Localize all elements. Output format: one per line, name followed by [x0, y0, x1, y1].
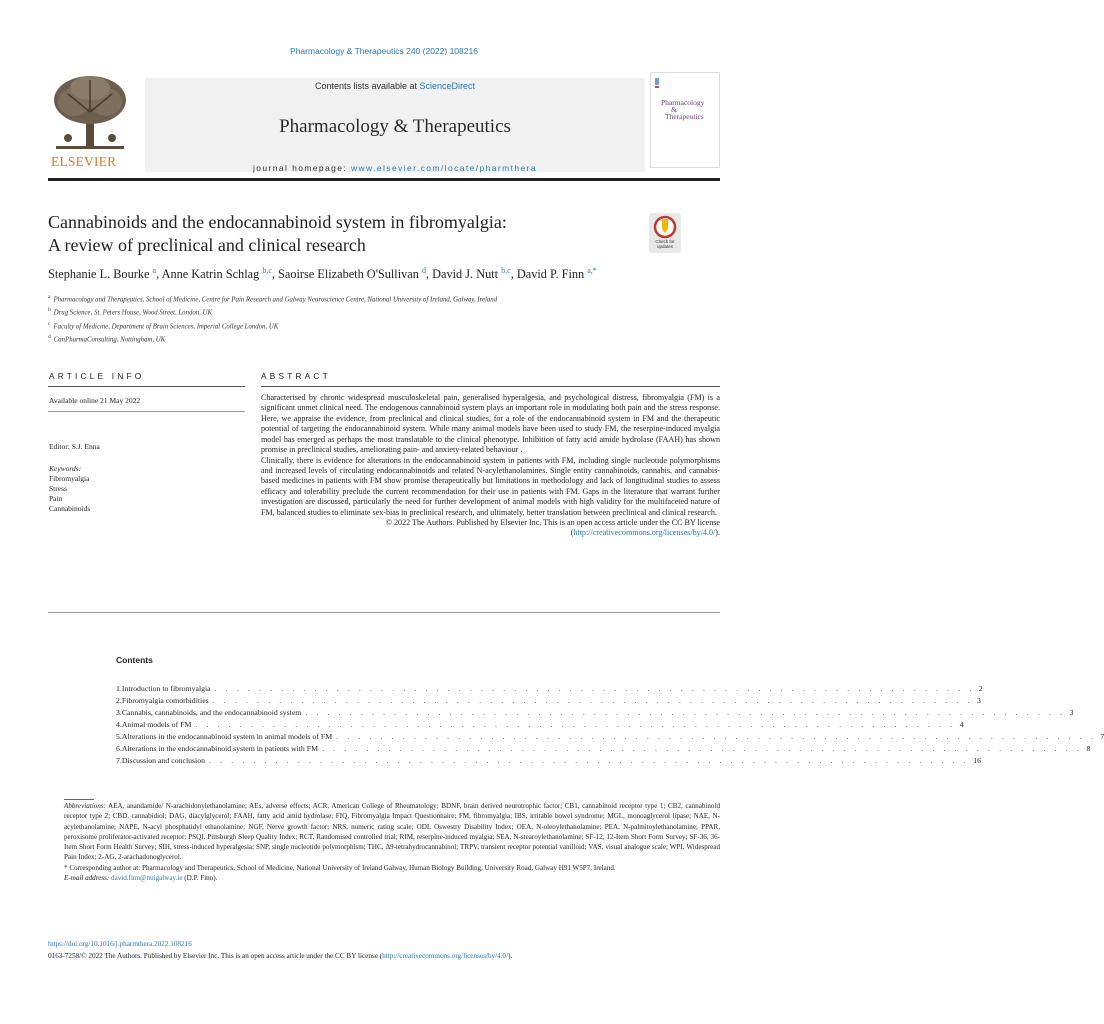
- toc-number: 2.: [116, 696, 122, 705]
- keyword-item: Stress: [49, 484, 67, 493]
- tree-icon: [48, 72, 132, 154]
- svg-text:Check for: Check for: [655, 239, 675, 244]
- toc-leader: . . . . . . . . . . . . . . . . . . . . . . . . . . . . . . . . . . . . . . . . . . . . . . . . . . . . . . . . . . . . . . . . . . . . .: [212, 696, 973, 705]
- toc-page: 4: [959, 720, 964, 729]
- toc-label: Fibromyalgia comorbidities: [121, 696, 209, 705]
- keywords-label: Keywords:: [49, 464, 82, 473]
- affiliation-item: [48, 332, 720, 345]
- toc-page: 3: [976, 696, 981, 705]
- toc-item[interactable]: [116, 719, 964, 731]
- toc-label: Animal models of FM: [121, 720, 192, 729]
- license-link[interactable]: http://creativecommons.org/licenses/by/4.0/: [573, 528, 716, 538]
- toc-leader: . . . . . . . . . . . . . . . . . . . . . . . . . . . . . . . . . . . . . . . . . . . . . . . . . . . . . . . . . . . . . . . . . . . . .: [195, 720, 956, 729]
- author-name[interactable]: David P. Finn: [516, 267, 585, 282]
- toc-item[interactable]: [116, 695, 981, 707]
- email-suffix: (D.P. Finn).: [182, 874, 218, 883]
- journal-header: [48, 68, 720, 176]
- toc-page: 16: [973, 756, 982, 765]
- affiliation-mark: a: [48, 294, 51, 300]
- author-affil-mark[interactable]: b,c: [501, 266, 511, 275]
- toc-leader: . . . . . . . . . . . . . . . . . . . . . . . . . . . . . . . . . . . . . . . . . . . . . . . . . . . . . . . . . . . . . . . . . . . . .: [214, 684, 975, 693]
- author-name[interactable]: Saoirse Elizabeth O'Sullivan: [278, 267, 419, 282]
- toc-number: 3.: [116, 708, 122, 717]
- email-footnote: [48, 873, 720, 883]
- article-info-subdivider: [48, 411, 245, 412]
- copyright-end: ).: [715, 528, 720, 538]
- cover-title: [661, 99, 704, 120]
- cover-title-line: Therapeutics: [665, 112, 704, 121]
- author-name[interactable]: Anne Katrin Schlag: [161, 267, 260, 282]
- issn-end: ).: [508, 952, 513, 960]
- issn-line: [48, 952, 720, 960]
- contents-prefix: Contents lists available at: [314, 81, 420, 91]
- abbreviations-label: Abbreviations:: [64, 802, 106, 810]
- abstract-bottom-divider: [48, 612, 720, 613]
- toc-leader: . . . . . . . . . . . . . . . . . . . . . . . . . . . . . . . . . . . . . . . . . . . . . . . . . . . . . . . . . . . . . . . . . . . . .: [336, 732, 1097, 741]
- affiliation-mark: d: [48, 333, 51, 340]
- corresponding-author-footnote: [48, 863, 720, 873]
- toc-item[interactable]: [116, 743, 1091, 755]
- article-title: [48, 211, 608, 257]
- toc-label: Cannabis, cannabinoids, and the endocannabinoid system: [121, 708, 302, 717]
- toc-page: 3: [1069, 708, 1074, 717]
- table-of-contents: [116, 683, 1104, 767]
- author-name[interactable]: Stephanie L. Bourke: [48, 267, 150, 282]
- toc-label: Discussion and conclusion: [121, 756, 206, 765]
- editor-line: Editor: S.J. Enna: [49, 442, 100, 451]
- doi-link[interactable]: https://doi.org/10.1016/j.pharmthera.2022.108216: [48, 940, 192, 948]
- toc-label: Alterations in the endocannabinoid system in patients with FM: [121, 744, 319, 753]
- corresponding-text: Corresponding author at: Pharmacology and Therapeutics, School of Medicine, National University of Ireland Galway, Human Biology Building, University Road, Galway H91 W5P7, Ireland.: [69, 863, 616, 872]
- journal-title: Pharmacology & Therapeutics: [279, 116, 511, 137]
- affiliation-text: CanPharmaConsulting, Nottingham, UK: [53, 336, 166, 344]
- keywords-block: [49, 464, 245, 514]
- toc-page: 8: [1086, 744, 1091, 753]
- toc-label: Introduction to fibromyalgia: [121, 684, 211, 693]
- affiliation-mark: b: [48, 307, 51, 314]
- toc-number: 6.: [116, 744, 122, 753]
- toc-page: 7: [1100, 732, 1104, 741]
- journal-banner: [145, 78, 645, 172]
- email-label: E-mail address:: [64, 874, 110, 883]
- toc-number: 7.: [116, 756, 122, 765]
- header-divider: [48, 178, 720, 181]
- copyright-text: © 2022 The Authors. Published by Elsevier Inc. This is an open access article under the CC BY license (: [385, 518, 720, 538]
- toc-item[interactable]: [116, 707, 1074, 719]
- author-affil-mark[interactable]: b,c: [262, 266, 272, 275]
- keyword-item: Pain: [49, 494, 63, 503]
- issn-text: 0163-7258/© 2022 The Authors. Published by Elsevier Inc. This is an open access article under the CC BY license (: [48, 952, 383, 960]
- svg-text:updates: updates: [656, 244, 674, 249]
- elsevier-logo[interactable]: [48, 72, 132, 172]
- available-online-date: Available online 21 May 2022: [49, 396, 141, 405]
- author-list: Stephanie L. Bourke $^a$, Anne Katrin Schlag $^{b,c}$, Saoirse Elizabeth O'Sullivan $^d$, David J. Nutt $^{b,c}$, David P. Finn $^{a,*}$: [48, 266, 597, 282]
- cover-title-line: &: [671, 105, 677, 114]
- toc-number: 5.: [116, 732, 122, 741]
- homepage-prefix: journal homepage:: [252, 163, 351, 173]
- contents-availability: [145, 81, 645, 91]
- abstract-divider: [261, 386, 720, 387]
- article-title-line: Cannabinoids and the endocannabinoid system in fibromyalgia:: [48, 212, 507, 232]
- footnote-divider: [64, 799, 94, 800]
- abstract-paragraph: Characterised by chronic widespread musculoskeletal pain, generalised hyperalgesia, and psychological distress, fibromyalgia (FM) is a significant unmet clinical need. The endogenous cannabinoid system plays an important role in modulating both pain and the stress response. Here, we appraise the evidence, from preclinical and clinical studies, for a role of the endocannabinoid system in FM and the therapeutic potential of targeting the endocannabinoid system. While many animal models have been used to study FM, the reserpine-induced myalgia model has emerged as perhaps the most translatable to the clinical phenotype. Inhibition of fatty acid amide hydrolase (FAAH) has shown promise in preclinical studies, ameliorating pain- and anxiety-related behaviour .: [261, 393, 720, 455]
- cover-logo-icon: [651, 73, 719, 93]
- affiliation-list: [48, 292, 720, 345]
- toc-item[interactable]: [116, 755, 982, 767]
- elsevier-wordmark: ELSEVIER: [51, 154, 117, 169]
- keyword-item: Fibromyalgia: [49, 474, 90, 483]
- affiliation-text: Drug Science, St. Peters House, Wood Street, London, UK: [53, 309, 213, 317]
- toc-leader: . . . . . . . . . . . . . . . . . . . . . . . . . . . . . . . . . . . . . . . . . . . . . . . . . . . . . . . . . . . . . . . . . . . . .: [209, 756, 970, 765]
- abstract-copyright: [261, 518, 720, 539]
- issn-license-link[interactable]: http://creativecommons.org/licenses/by/4.0/: [382, 952, 509, 960]
- affiliation-item: [48, 319, 720, 332]
- footnotes: [48, 801, 720, 883]
- sciencedirect-link[interactable]: ScienceDirect: [419, 81, 476, 91]
- article-title-line: A review of preclinical and clinical research: [48, 235, 366, 255]
- affiliation-text: Faculty of Medicine, Department of Brain Sciences, Imperial College London, UK: [53, 322, 279, 330]
- toc-leader: . . . . . . . . . . . . . . . . . . . . . . . . . . . . . . . . . . . . . . . . . . . . . . . . . . . . . . . . . . . . . . . . . . . . .: [305, 708, 1066, 717]
- article-info-heading: ARTICLE INFO: [49, 371, 145, 381]
- cover-title-line: Pharmacology: [661, 98, 705, 107]
- author-name[interactable]: David J. Nutt: [432, 267, 499, 282]
- asterisk-mark: *: [64, 863, 70, 872]
- affiliation-mark: c: [48, 320, 51, 327]
- abstract-paragraph: Clinically, there is evidence for alterations in the endocannabinoid system in patients with FM, including single nucleotide polymorphisms and increased levels of circulating endocannabinoids and related N-acylethanolamines. Single entity cannabinoids, cannabis, and cannabis-based medicines in patients with FM show promise therapeutically but limitations in methodology and lack of longitudinal studies to assess efficacy and tolerability preclude the current recommendation for their use in patients with FM. Gaps in the literature that warrant further investigation are discussed, particularly the need for further development of animal models with high validity for the multifaceted nature of FM, balanced studies to eliminate sex-bias in preclinical research, and ultimately, better translation between preclinical and clinical research.: [261, 455, 720, 517]
- journal-cover-thumbnail[interactable]: [650, 72, 720, 168]
- email-link[interactable]: david.finn@nuigalway.ie: [111, 874, 183, 883]
- toc-number: 4.: [116, 720, 122, 729]
- affiliation-item: [48, 292, 720, 305]
- contents-heading: Contents: [116, 655, 153, 665]
- toc-number: 1.: [116, 684, 122, 693]
- author-affil-mark[interactable]: a,*: [587, 266, 597, 275]
- article-info-divider: [48, 386, 245, 387]
- toc-item[interactable]: [116, 683, 983, 695]
- abstract-heading: ABSTRACT: [261, 371, 331, 381]
- crossmark-icon: [645, 213, 685, 253]
- author-affil-mark[interactable]: d: [421, 266, 426, 275]
- keyword-item: Cannabinoids: [49, 504, 91, 513]
- affiliation-item: [48, 305, 720, 318]
- homepage-link[interactable]: www.elsevier.com/locate/pharmthera: [350, 163, 537, 173]
- abstract-body: [261, 393, 720, 539]
- abbreviations-footnote: [48, 801, 720, 863]
- check-for-updates-badge[interactable]: [645, 213, 685, 253]
- toc-label: Alterations in the endocannabinoid system in animal models of FM: [121, 732, 333, 741]
- toc-item[interactable]: [116, 731, 1104, 743]
- toc-leader: . . . . . . . . . . . . . . . . . . . . . . . . . . . . . . . . . . . . . . . . . . . . . . . . . . . . . . . . . . . . . . . . . . . . .: [322, 744, 1083, 753]
- author-affil-mark[interactable]: a: [152, 266, 157, 275]
- affiliation-text: Pharmacology and Therapeutics, School of Medicine, Centre for Pain Research and Galway Neuroscience Centre, National University of Ireland, Galway, Ireland: [53, 296, 498, 304]
- abbreviations-text: AEA, anandamide/ N-arachidonylethanolamine; AEs, adverse effects; ACR, American College of Rheumatology; BDNF, brain derived neurotrophic factor; CB1, cannabinoid receptor type 1; CB2, cannabinoid receptor type 2; CBD, cannabidiol; DAG, diacylglycerol; FAAH, fatty acid amid hydrolase; FIQ, Fibromyalgia Impact Questionnaire; FM, fibromyalgia; IBS, irritable bowel syndrome; MGL, monoaglycerol lipase; NAE, N-acylethanolamine; NAPE, N-acyl phosphatidyl ethanolamine; NGF, Nerve growth factor; NRS, numeric rating scale; ODI, Oswestry Disability Index; OEA, N-oleoylethanolamine; PEA, N-palmitoylethanolamine; PPAR, peroxisome proliferator-activated receptor; PSQI, Pittsburgh Sleep Quality Index; RCT, Randomised controlled trial; RIM, reserpine-induced myalgia; SEA, N-stearoylethanolamine; SF-12, 12-Item Short Form Survey; SF-36, 36-Item Short Form Health Survey; SIH, stress-induced hyperalgesia; SNP, single nucleotide polymorphism; THC, Δ9-tetrahydrocannabinol; TRPV, transient receptor potential vanilloid; VAS, visual analogue scale; WPI, Widespread Pain Index; 2-AG, 2-arachadonoglycerol.: [64, 802, 720, 862]
- journal-citation[interactable]: Pharmacology & Therapeutics 240 (2022) 108216: [290, 46, 478, 56]
- journal-homepage: [145, 163, 645, 173]
- toc-page: 2: [978, 684, 983, 693]
